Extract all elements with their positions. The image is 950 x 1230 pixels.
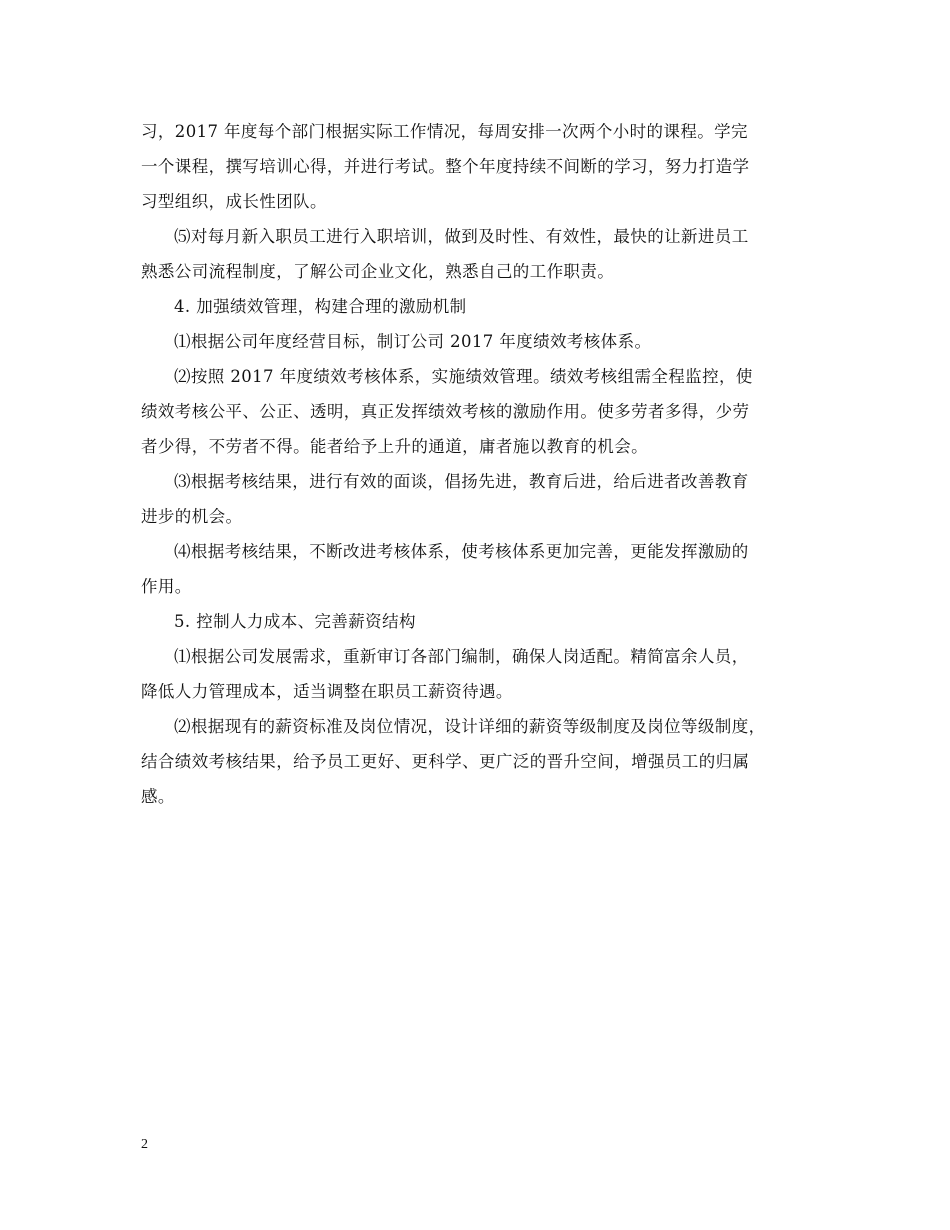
text-line: 习，2017 年度每个部门根据实际工作情况，每周安排一次两个小时的课程。学完 — [141, 122, 748, 141]
text-line: 绩效考核公平、公正、透明，真正发挥绩效考核的激励作用。使多劳者多得，少劳 — [141, 402, 750, 421]
page-number: 2 — [141, 1137, 148, 1152]
text-line: 一个课程，撰写培训心得，并进行考试。整个年度持续不间断的学习，努力打造学 — [141, 157, 750, 176]
text-line: 降低人力管理成本，适当调整在职员工薪资待遇。 — [141, 682, 513, 701]
section-heading-cost-control: 5. 控制人力成本、完善薪资结构 — [174, 612, 416, 631]
paragraph-start-line: ⑸对每月新入职员工进行入职培训，做到及时性、有效性，最快的让新进员工 — [174, 227, 749, 246]
paragraph-start-line: ⑴根据公司年度经营目标，制订公司 2017 年度绩效考核体系。 — [174, 332, 652, 351]
text-line: 结合绩效考核结果，给予员工更好、更科学、更广泛的晋升空间，增强员工的归属 — [141, 752, 750, 771]
text-line: 者少得，不劳者不得。能者给予上升的通道，庸者施以教育的机会。 — [141, 437, 648, 456]
paragraph-start-line: ⑷根据考核结果，不断改进考核体系，使考核体系更加完善，更能发挥激励的 — [174, 542, 749, 561]
text-line: 进步的机会。 — [141, 507, 243, 526]
text-line: 习型组织，成长性团队。 — [141, 192, 327, 211]
text-line: 感。 — [141, 787, 175, 806]
section-heading-performance: 4. 加强绩效管理，构建合理的激励机制 — [174, 297, 467, 316]
paragraph-start-line: ⑵按照 2017 年度绩效考核体系，实施绩效管理。绩效考核组需全程监控，使 — [174, 367, 753, 386]
text-line: 作用。 — [141, 577, 192, 596]
paragraph-start-line: ⑴根据公司发展需求，重新审订各部门编制，确保人岗适配。精简富余人员， — [174, 647, 749, 666]
document-body — [141, 114, 813, 814]
text-line: 熟悉公司流程制度，了解公司企业文化，熟悉自己的工作职责。 — [141, 262, 615, 281]
paragraph-start-line: ⑵根据现有的薪资标准及岗位情况，设计详细的薪资等级制度及岗位等级制度， — [174, 717, 766, 736]
paragraph-start-line: ⑶根据考核结果，进行有效的面谈，倡扬先进，教育后进，给后进者改善教育 — [174, 472, 749, 491]
